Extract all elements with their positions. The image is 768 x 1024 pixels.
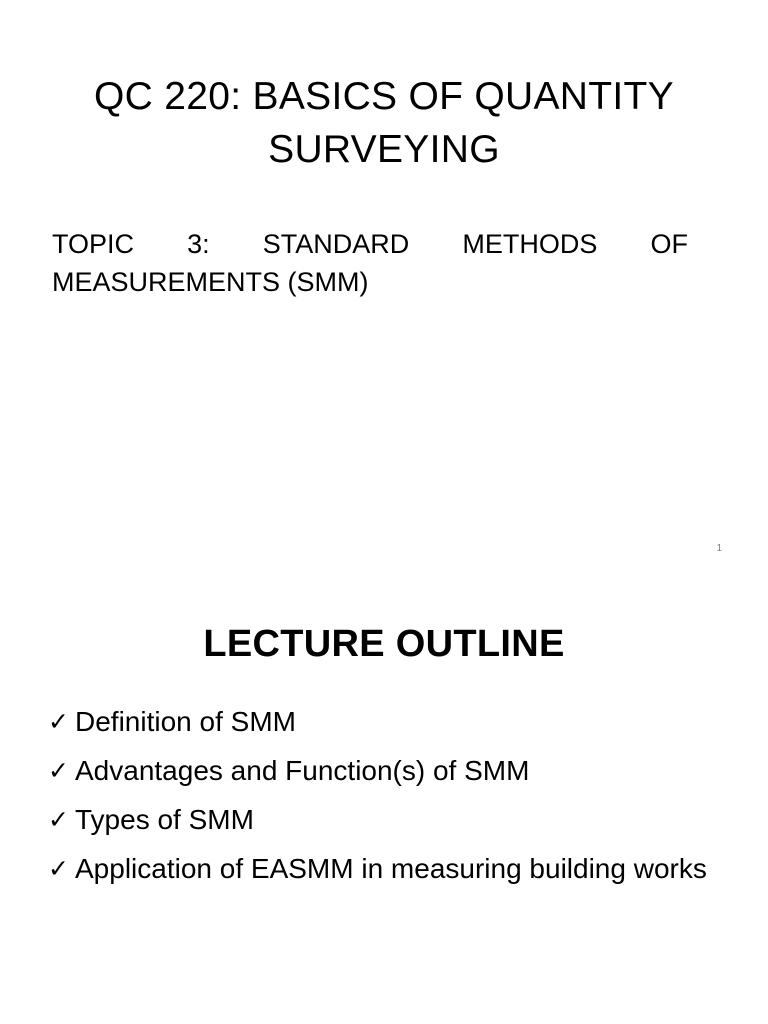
list-item xyxy=(48,751,721,791)
slide-number: 1 xyxy=(716,543,722,554)
check-icon: ✓ xyxy=(48,707,69,736)
slide-2 xyxy=(0,576,768,1024)
list-item xyxy=(48,702,721,742)
slide-subtitle: TOPIC 3: STANDARD METHODS OF MEASUREMENTS (SMM) xyxy=(52,229,688,297)
check-icon: ✓ xyxy=(48,854,69,883)
check-icon: ✓ xyxy=(48,805,69,834)
list-item xyxy=(48,800,721,840)
list-item-text: Definition of SMM xyxy=(75,706,296,737)
list-item-text: Advantages and Function(s) of SMM xyxy=(75,755,530,786)
slide-title-outline: LECTURE OUTLINE xyxy=(203,623,565,665)
list-item xyxy=(48,849,721,889)
list-item-text: Types of SMM xyxy=(75,804,254,835)
slide-title: QC 220: BASICS OF QUANTITY SURVEYING xyxy=(94,75,674,171)
list-item-text: Application of EASMM in measuring building works xyxy=(75,853,707,884)
outline-list xyxy=(48,702,721,898)
check-icon: ✓ xyxy=(48,756,69,785)
